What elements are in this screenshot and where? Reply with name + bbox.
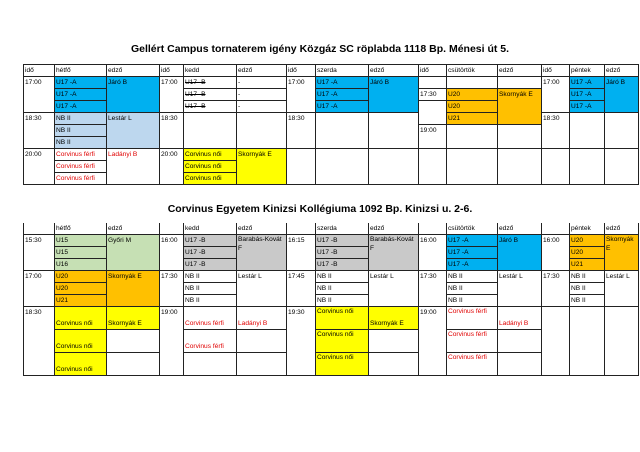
group-cell: [447, 77, 498, 89]
time-cell: 20:00: [160, 149, 184, 185]
group-cell: Corvinus női: [184, 161, 237, 173]
group-cell: U17 -B: [184, 247, 237, 259]
time-cell: 17:45: [287, 271, 316, 307]
group-cell: U17 -A: [447, 259, 498, 271]
group-cell: U17 -A: [570, 77, 605, 89]
coach-cell: Lestár L: [237, 271, 287, 307]
time-cell: 17:00: [24, 77, 55, 113]
coach-cell: Lestár L: [369, 271, 419, 307]
group-cell: NB II: [184, 283, 237, 295]
col-header: kedd: [184, 223, 237, 235]
coach-cell: Ladányi B: [107, 149, 160, 185]
group-cell: NB II: [316, 283, 369, 295]
table-row: [24, 307, 639, 330]
table-header-row: [24, 223, 639, 235]
time-cell: [419, 77, 447, 89]
time-cell: 16:00: [160, 235, 184, 271]
coach-cell: Győri M: [107, 235, 160, 271]
group-cell: U17 -A: [55, 77, 107, 89]
col-header: péntek: [570, 223, 605, 235]
col-header: edző: [498, 223, 542, 235]
coach-cell: -: [237, 101, 287, 113]
group-cell: U17 -A: [316, 77, 369, 89]
group-cell: Corvinus női: [55, 353, 107, 376]
group-cell: NB II: [184, 271, 237, 283]
col-header: idő: [287, 65, 316, 77]
coach-cell: [237, 113, 287, 149]
coach-cell: [369, 113, 419, 149]
time-cell: 17:00: [24, 271, 55, 307]
coach-cell: [605, 113, 639, 149]
col-header: edző: [237, 65, 287, 77]
table-row: [24, 271, 639, 283]
kinizsi-schedule-table: [23, 223, 639, 376]
time-cell: [542, 149, 570, 185]
time-cell: 17:00: [287, 77, 316, 113]
group-cell: U17 -B: [184, 101, 237, 113]
group-cell: [184, 113, 237, 149]
time-cell: 17:00: [160, 77, 184, 113]
group-cell: U20: [570, 235, 605, 247]
coach-cell: Skornyák E: [107, 307, 160, 330]
group-cell: Corvinus női: [316, 307, 369, 330]
col-header: [24, 223, 55, 235]
group-cell: Corvinus női: [316, 353, 369, 376]
time-cell: 19:00: [160, 307, 184, 376]
coach-cell: [369, 330, 419, 353]
group-cell: U21: [55, 295, 107, 307]
time-cell: [419, 101, 447, 113]
coach-cell: [498, 330, 542, 353]
group-cell: [316, 149, 369, 185]
group-cell: NB II: [55, 137, 107, 149]
group-cell: Corvinus női: [184, 173, 237, 185]
time-cell: [419, 113, 447, 125]
coach-cell: [498, 125, 542, 149]
group-cell: U17 -B: [184, 89, 237, 101]
group-cell: Corvinus férfi: [55, 161, 107, 173]
coach-cell: [237, 330, 287, 353]
table-row: [24, 149, 639, 161]
group-cell: U15: [55, 247, 107, 259]
col-header: [542, 223, 570, 235]
group-cell: Corvinus férfi: [184, 307, 237, 330]
group-cell: U17 -B: [184, 235, 237, 247]
group-cell: NB II: [184, 295, 237, 307]
coach-cell: Ladányi B: [237, 307, 287, 330]
coach-cell: -: [237, 77, 287, 89]
time-cell: [542, 307, 570, 376]
col-header: hétfő: [55, 223, 107, 235]
col-header: csütörtök: [447, 65, 498, 77]
group-cell: Corvinus férfi: [447, 307, 498, 330]
time-cell: 20:00: [24, 149, 55, 185]
group-cell: U17 -A: [447, 235, 498, 247]
coach-cell: Ladányi B: [498, 307, 542, 330]
gellert-schedule-table: [23, 64, 639, 207]
time-cell: 19:30: [287, 307, 316, 376]
coach-cell: [498, 77, 542, 89]
time-cell: 17:30: [419, 89, 447, 101]
col-header: idő: [542, 65, 570, 77]
table-row: [24, 77, 639, 89]
group-cell: U20: [447, 89, 498, 101]
group-cell: NB II: [55, 113, 107, 125]
group-cell: Corvinus férfi: [55, 173, 107, 185]
group-cell: U17 -B: [184, 77, 237, 89]
coach-cell: Járó B: [498, 235, 542, 271]
coach-cell: Lestár L: [498, 271, 542, 307]
time-cell: 18:30: [160, 113, 184, 149]
group-cell: NB II: [55, 125, 107, 137]
group-cell: U17 -A: [316, 89, 369, 101]
coach-cell: [369, 353, 419, 376]
time-cell: 19:00: [419, 125, 447, 149]
group-cell: U20: [55, 283, 107, 295]
coach-cell: Barabás-Kovát F: [369, 235, 419, 271]
col-header: [419, 223, 447, 235]
table-row: [24, 113, 639, 125]
col-header: szerda: [316, 223, 369, 235]
group-cell: Corvinus férfi: [447, 353, 498, 376]
group-cell: U17 -A: [316, 101, 369, 113]
group-cell: U17 -A: [570, 89, 605, 101]
time-cell: 19:00: [419, 307, 447, 376]
time-cell: 17:30: [160, 271, 184, 307]
group-cell: [570, 113, 605, 149]
col-header: idő: [419, 65, 447, 77]
col-header: [287, 223, 316, 235]
group-cell: U21: [447, 113, 498, 125]
time-cell: 18:30: [542, 113, 570, 149]
col-header: edző: [107, 65, 160, 77]
coach-cell: [498, 353, 542, 376]
group-cell: U17 -A: [55, 101, 107, 113]
time-cell: 18:30: [287, 113, 316, 149]
coach-cell: [369, 149, 419, 185]
col-header: edző: [605, 223, 639, 235]
coach-cell: Járó B: [369, 77, 419, 113]
time-cell: 17:00: [542, 77, 570, 113]
time-cell: 16:00: [419, 235, 447, 271]
group-cell: NB II: [570, 271, 605, 283]
coach-cell: Barabás-Kovát F: [237, 235, 287, 271]
table-header-row: [24, 65, 639, 77]
gellert-title: Gellért Campus tornaterem igény Közgáz SC röplabda 1118 Bp. Ménesi út 5.: [130, 43, 510, 55]
group-cell: U15: [55, 235, 107, 247]
time-cell: 16:00: [542, 235, 570, 271]
group-cell: NB II: [316, 295, 369, 307]
coach-cell: Skornyák E: [107, 271, 160, 307]
group-cell: NB II: [570, 295, 605, 307]
col-header: szerda: [316, 65, 369, 77]
group-cell: NB II: [316, 271, 369, 283]
col-header: idő: [160, 65, 184, 77]
coach-cell: -: [237, 89, 287, 101]
group-cell: Corvinus férfi: [447, 330, 498, 353]
time-cell: 17:30: [542, 271, 570, 307]
col-header: edző: [369, 223, 419, 235]
time-cell: 17:30: [419, 271, 447, 307]
group-cell: U17 -A: [55, 89, 107, 101]
group-cell: U16: [55, 259, 107, 271]
col-header: [160, 223, 184, 235]
kinizsi-title: Corvinus Egyetem Kinizsi Kollégiuma 1092 Bp. Kinizsi u. 2-6.: [167, 203, 473, 215]
group-cell: U17 -B: [316, 259, 369, 271]
group-cell: [570, 307, 605, 376]
col-header: péntek: [570, 65, 605, 77]
col-header: hétfő: [55, 65, 107, 77]
col-header: kedd: [184, 65, 237, 77]
group-cell: U20: [447, 101, 498, 113]
group-cell: [447, 149, 498, 185]
col-header: edző: [107, 223, 160, 235]
time-cell: 18:30: [24, 307, 55, 376]
group-cell: U20: [570, 247, 605, 259]
coach-cell: [107, 353, 160, 376]
time-cell: [287, 149, 316, 185]
time-cell: 16:15: [287, 235, 316, 271]
group-cell: Corvinus férfi: [55, 149, 107, 161]
col-header: csütörtök: [447, 223, 498, 235]
group-cell: U17 -B: [316, 247, 369, 259]
col-header: idő: [24, 65, 55, 77]
coach-cell: [498, 149, 542, 185]
time-cell: [419, 149, 447, 185]
time-cell: 15:30: [24, 235, 55, 271]
group-cell: U20: [55, 271, 107, 283]
coach-cell: Járó B: [107, 77, 160, 113]
coach-cell: Lestár L: [107, 113, 160, 149]
coach-cell: Skornyák E: [237, 149, 287, 185]
group-cell: U17 -A: [570, 101, 605, 113]
group-cell: [316, 113, 369, 149]
coach-cell: [605, 307, 639, 376]
group-cell: NB II: [447, 271, 498, 283]
group-cell: Corvinus női: [55, 330, 107, 353]
coach-cell: Skornyák E: [605, 235, 639, 271]
col-header: edző: [369, 65, 419, 77]
coach-cell: [605, 149, 639, 185]
group-cell: U17 -B: [184, 259, 237, 271]
coach-cell: [237, 353, 287, 376]
group-cell: [570, 149, 605, 185]
group-cell: Corvinus női: [316, 330, 369, 353]
group-cell: NB II: [447, 283, 498, 295]
group-cell: [184, 353, 237, 376]
group-cell: U17 -A: [447, 247, 498, 259]
table-row: [24, 235, 639, 247]
time-cell: 18:30: [24, 113, 55, 149]
col-header: edző: [605, 65, 639, 77]
coach-cell: [107, 330, 160, 353]
col-header: edző: [237, 223, 287, 235]
coach-cell: Skornyák E: [498, 89, 542, 125]
group-cell: Corvinus női: [55, 307, 107, 330]
group-cell: NB II: [447, 295, 498, 307]
coach-cell: Lestár L: [605, 271, 639, 307]
group-cell: U21: [570, 259, 605, 271]
group-cell: Corvinus férfi: [184, 330, 237, 353]
group-cell: Corvinus női: [184, 149, 237, 161]
group-cell: [447, 125, 498, 149]
coach-cell: Járó B: [605, 77, 639, 113]
group-cell: U17 -B: [316, 235, 369, 247]
coach-cell: Skornyák E: [369, 307, 419, 330]
group-cell: NB II: [570, 283, 605, 295]
col-header: edző: [498, 65, 542, 77]
